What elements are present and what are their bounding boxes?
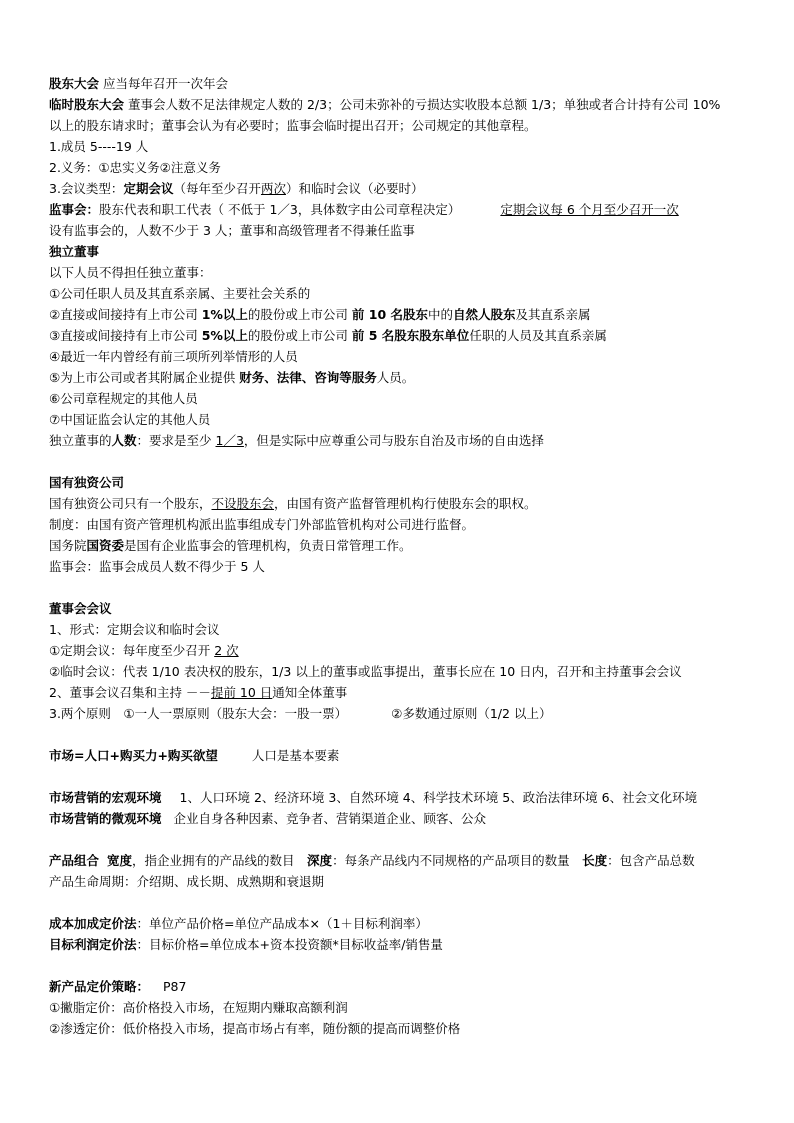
underlined-text: 两次 [260,181,286,196]
text: 人员。 [376,370,415,385]
text: ，指企业拥有的产品线的数目 [132,853,308,868]
text: 3.两个原则 ①一人一票原则（股东大会：一股一票） [49,706,348,721]
text-line [49,535,769,556]
text: ：要求是至少 [136,433,216,448]
heading-board-meeting: 董事会会议 [49,601,112,616]
text: 任职的人员及其直系亲属 [469,328,607,343]
list-item: ④最近一年内曾经有前三项所列举情形的人员 [49,349,298,364]
text: 股东代表和职工代表（ 不低于 1／3，具体数字由公司章程决定） [99,202,461,217]
list-item: ②渗透定价：低价格投入市场，提高市场占有率，随份额的提高而调整价格 [49,1021,461,1036]
list-item: ①公司任职人员及其直系亲属、主要社会关系的 [49,286,311,301]
bold-text: 目标利润定价法 [49,937,137,952]
bold-text: 财务、法律、咨询等服务 [239,370,377,385]
bold-text: 定期会议 [123,181,174,196]
list-item [49,325,769,346]
macro-environment-line [49,787,769,808]
text-line [49,493,769,514]
text-line [49,682,769,703]
bold-text: 前 5 名股东股东单位 [351,328,470,343]
text: 企业自身各种因素、竞争者、营销渠道企业、顾客、公众 [173,811,487,826]
bold-text: 长度 [582,853,608,868]
text-line: 监事会：监事会成员人数不得少于 5 人 [49,559,265,574]
independent-director-count-line [49,430,769,451]
text-line: 设有监事会的，人数不少于 3 人；董事和高级管理者不得兼任监事 [49,223,415,238]
heading-state-owned-company: 国有独资公司 [49,475,125,490]
text: 及其直系亲属 [515,307,591,322]
text: 2、董事会议召集和主持 －－ [49,685,211,700]
text-line: 制度：由国有资产管理机构派出监事组成专门外部监管机构对公司进行监督。 [49,517,475,532]
bold-text: 成本加成定价法 [49,916,137,931]
text: ①定期会议：每年度至少召开 [49,643,215,658]
text: ：每条产品线内不同规格的产品项目的数量 [332,853,583,868]
bold-text: 深度 [307,853,333,868]
text: ：单位产品价格=单位产品成本×（1＋目标利润率） [136,916,428,931]
new-product-pricing-line [49,976,769,997]
text-line: 以下人员不得担任独立董事： [49,265,212,280]
text-line: 1、形式：定期会议和临时会议 [49,622,220,637]
text: 国务院 [49,538,87,553]
meeting-types-line [49,178,769,199]
list-item [49,640,769,661]
bold-text: 自然人股东 [453,307,516,322]
text: ）和临时会议（必要时） [285,181,424,196]
market-formula-line [49,745,769,766]
bold-text: 市场营销的微观环境 [49,811,162,826]
list-item: ②临时会议：代表 1/10 表决权的股东，1/3 以上的董事或监事提出，董事长应在 10 日内，召开和主持董事会会议 [49,664,682,679]
bold-text: 人数 [111,433,137,448]
bold-text: 1%以上 [201,307,248,322]
bold-text: 国资委 [86,538,125,553]
heading-interim-meeting: 临时股东大会 [49,97,125,112]
text-line [49,703,769,724]
bold-text: 5%以上 [201,328,248,343]
heading-supervisory-board: 监事会： [49,202,100,217]
text: ，由国有资产监督管理机构行使股东会的职权。 [274,496,537,511]
text: ③直接或间接持有上市公司 [49,328,202,343]
cost-plus-pricing-line [49,913,769,934]
text-line: 1.成员 5----19 人 [49,139,149,154]
text: ：包含产品总数 [607,853,695,868]
text: ⑤为上市公司或者其附属企业提供 [49,370,240,385]
text-line: 2.义务：①忠实义务②注意义务 [49,160,221,175]
bold-text: 产品组合 [49,853,100,868]
text: ，但是实际中应尊重公司与股东自治及市场的自由选择 [243,433,544,448]
text: 董事会人数不足法律规定人数的 2/3；公司未弥补的亏损达实收股本总额 1/3；单独或者合计持有公司 10% [124,97,721,112]
page-reference: P87 [163,979,187,994]
text: 通知全体董事 [272,685,348,700]
text: 1、人口环境 2、经济环境 3、自然环境 4、科学技术环境 5、政治法律环境 6、社会文化环境 [179,790,698,805]
micro-environment-line [49,808,769,829]
interim-meeting-line [49,94,769,115]
document-page [49,73,769,1039]
text: 是国有企业监事会的管理机构，负责日常管理工作。 [124,538,412,553]
heading-independent-director: 独立董事 [49,244,100,259]
list-item [49,304,769,325]
bold-text: 宽度 [107,853,133,868]
underlined-text: 提前 10 日 [210,685,273,700]
text: 应当每年召开一次年会 [99,76,228,91]
text: 的股份或上市公司 [247,328,352,343]
text: ②多数通过原则（1/2 以上） [391,706,552,721]
bold-text: 前 10 名股东 [351,307,429,322]
text: 的股份或上市公司 [247,307,352,322]
bold-text: 市场=人口+购买力+购买欲望 [49,748,218,763]
text: 人口是基本要素 [251,748,340,763]
text: ：目标价格=单位成本+资本投资额*目标收益率/销售量 [136,937,443,952]
text: ②直接或间接持有上市公司 [49,307,202,322]
product-mix-line [49,850,769,871]
bold-text: 市场营销的宏观环境 [49,790,162,805]
underlined-text: 定期会议每 6 个月至少召开一次 [500,202,679,217]
list-item: ⑦中国证监会认定的其他人员 [49,412,211,427]
underlined-text: 不设股东会 [211,496,275,511]
text: 3.会议类型： [49,181,124,196]
list-item [49,367,769,388]
underlined-text: 2 次 [214,643,239,658]
supervisory-board-line [49,199,769,220]
text: （每年至少召开 [173,181,261,196]
shareholders-meeting-line [49,73,769,94]
list-item: ①撇脂定价：高价格投入市场，在短期内赚取高额利润 [49,1000,348,1015]
text-line: 以上的股东请求时；董事会认为有必要时；监事会临时提出召开；公司规定的其他章程。 [49,118,537,133]
text: 独立董事的 [49,433,112,448]
underlined-text: 1／3 [215,433,244,448]
text-line: 产品生命周期：介绍期、成长期、成熟期和衰退期 [49,874,325,889]
list-item: ⑥公司章程规定的其他人员 [49,391,198,406]
bold-text: 新产品定价策略： [49,979,150,994]
text: 国有独资公司只有一个股东， [49,496,212,511]
heading-shareholders-meeting: 股东大会 [49,76,100,91]
text: 中的 [428,307,454,322]
target-profit-pricing-line [49,934,769,955]
